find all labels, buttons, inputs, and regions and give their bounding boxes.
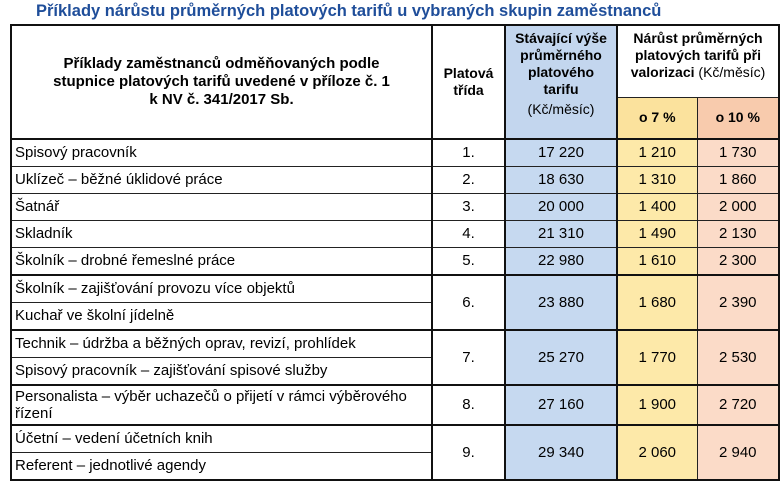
header-growth-10-percent: o 10 % [697,97,779,139]
header-pay-class [432,25,505,139]
growth-7-percent: 1 900 [617,385,697,425]
header-employee-examples [11,25,432,139]
employee-example: Technik – údržba a běžných oprav, revizí, prohlídek [11,330,432,358]
employee-example: Spisový pracovník – zajišťování spisové služby [11,357,432,385]
header-desc-line: Příklady zaměstnanců odměňovaných podle [63,54,380,72]
current-tariff: 22 980 [505,247,617,275]
employee-example: Skladník [11,220,432,247]
pay-class: 1. [432,139,505,167]
header-desc-line: k NV č. 341/2017 Sb. [149,90,294,108]
growth-10-percent: 2 530 [697,330,779,385]
pay-class: 6. [432,275,505,330]
growth-10-percent: 1 860 [697,166,779,193]
growth-10-percent: 2 940 [697,425,779,480]
current-tariff: 29 340 [505,425,617,480]
growth-10-percent: 2 300 [697,247,779,275]
growth-7-percent: 1 610 [617,247,697,275]
pay-class: 4. [432,220,505,247]
growth-7-percent: 1 400 [617,193,697,220]
header-class-line: třída [453,81,484,98]
header-growth-line: valorizaci [630,64,695,80]
header-class-line: Platová [443,64,494,81]
header-tariff-growth [617,25,779,97]
growth-10-percent: 2 390 [697,275,779,330]
header-growth-line: Nárůst průměrných [633,30,763,46]
page-title: Příklady nárůstu průměrných platových tarifů u vybraných skupin zaměstnanců [36,2,662,20]
header-base-line: tarifu [543,81,579,97]
table-row [11,330,779,358]
current-tariff: 18 630 [505,166,617,193]
growth-7-percent: 1 680 [617,275,697,330]
growth-7-percent: 1 770 [617,330,697,385]
header-growth-line: platových tarifů při [634,47,762,63]
header-growth-unit: (Kč/měsíc) [698,64,766,80]
growth-10-percent: 2 000 [697,193,779,220]
header-base-line: platového [527,64,595,80]
employee-example: Školník – zajišťování provozu více objektů [11,275,432,303]
pay-class: 5. [432,247,505,275]
employee-example: Šatnář [11,193,432,220]
current-tariff: 21 310 [505,220,617,247]
pay-class: 7. [432,330,505,385]
pay-class: 8. [432,385,505,425]
employee-example: Spisový pracovník [11,139,432,167]
employee-example: Kuchař ve školní jídelně [11,302,432,330]
growth-7-percent: 1 310 [617,166,697,193]
table-row [11,220,779,247]
pay-class: 3. [432,193,505,220]
table-row [11,385,779,425]
employee-example: Školník – drobné řemeslné práce [11,247,432,275]
pay-class: 2. [432,166,505,193]
current-tariff: 25 270 [505,330,617,385]
header-base-line: průměrného [520,47,602,63]
growth-7-percent: 1 210 [617,139,697,167]
pay-class: 9. [432,425,505,480]
header-base-line: Stávající výše [515,30,607,46]
growth-10-percent: 2 130 [697,220,779,247]
current-tariff: 23 880 [505,275,617,330]
employee-example: Uklízeč – běžné úklidové práce [11,166,432,193]
salary-table [10,24,780,481]
header-growth-7-percent: o 7 % [617,97,697,139]
growth-10-percent: 1 730 [697,139,779,167]
header-desc-line: stupnice platových tarifů uvedené v příloze č. 1 [53,72,390,90]
employee-example: Referent – jednotlivé agendy [11,452,432,480]
growth-7-percent: 2 060 [617,425,697,480]
table-row [11,166,779,193]
table-row [11,275,779,303]
header-current-tariff [505,25,617,139]
growth-7-percent: 1 490 [617,220,697,247]
current-tariff: 20 000 [505,193,617,220]
table-row [11,193,779,220]
header-base-unit: (Kč/měsíc) [527,101,595,117]
employee-example: Účetní – vedení účetních knih [11,425,432,453]
current-tariff: 17 220 [505,139,617,167]
growth-10-percent: 2 720 [697,385,779,425]
table-row [11,139,779,167]
employee-example: Personalista – výběr uchazečů o přijetí v rámci výběrového řízení [11,385,432,425]
table-row [11,425,779,453]
current-tariff: 27 160 [505,385,617,425]
table-row [11,247,779,275]
